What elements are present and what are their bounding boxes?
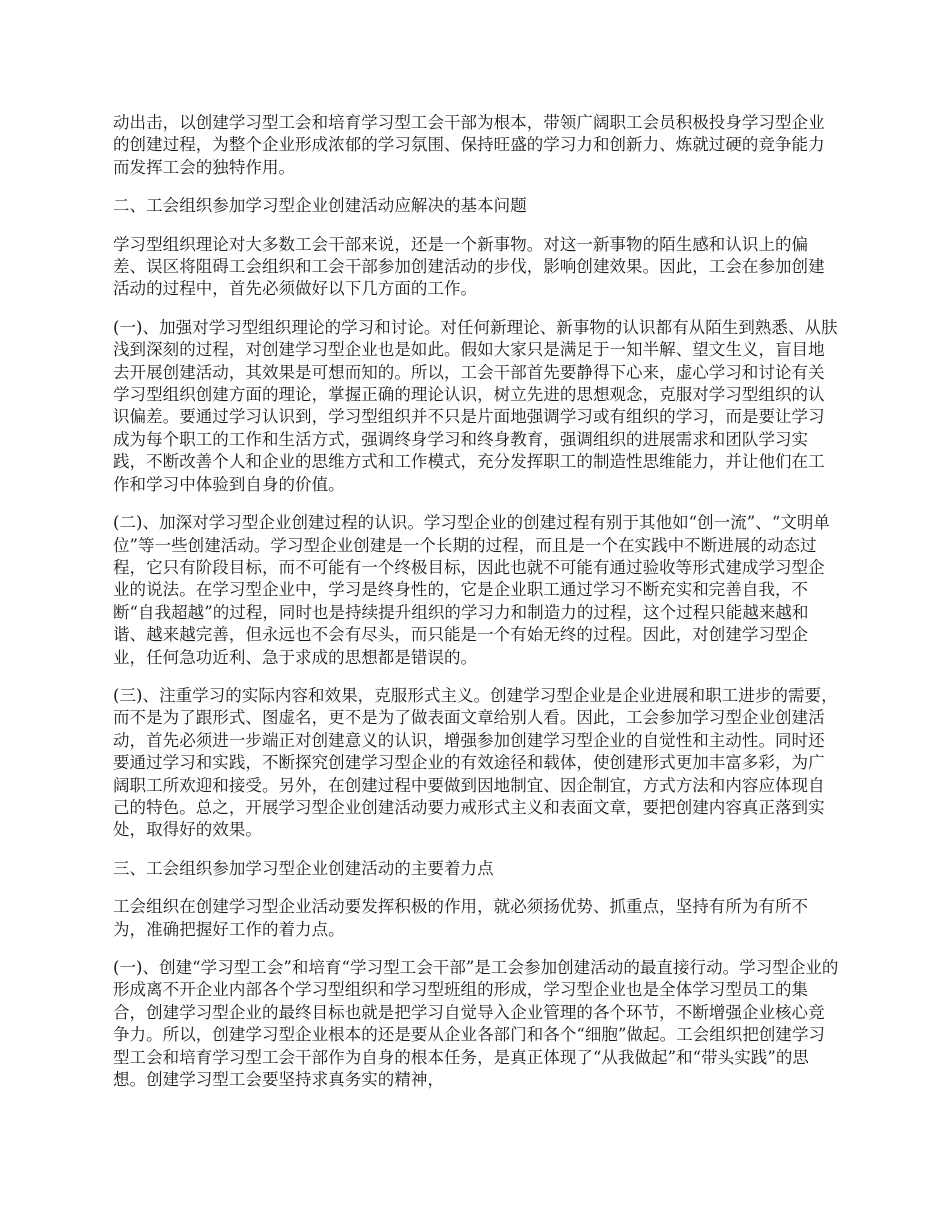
paragraph-intro-continuation: 动出击，以创建学习型工会和培育学习型工会干部为根本，带领广阔职工会员积极投身学习型企业的创建过程，为整个企业形成浓郁的学习氛围、保持旺盛的学习力和创新力、炼就过硬的竞争能力而发挥工会的独特作用。 [113,113,825,177]
document-body [113,112,841,1107]
paragraph-item-3-1: (一)、创建“学习型工会”和培育“学习型工会干部”是工会参加创建活动的最直接行动。学习型企业的形成离不开企业内部各个学习型组织和学习型班组的形成，学习型企业也是全体学习型员工的集合，创建学习型企业的最终目标也就是把学习自觉导入企业管理的各个环节，不断增强企业核心竞争力。所以，创建学习型企业根本的还是要从企业各部门和各个“细胞”做起。工会组织把创建学习型工会和培育学习型工会干部作为自身的根本任务，是真正体现了“从我做起”和“带头实践”的思想。创建学习型工会要坚持求真务实的精神， [113,958,839,1090]
paragraph-section-3-intro: 工会组织在创建学习型企业活动要发挥积极的作用，就必须扬优势、抓重点，坚持有所为有所不为，准确把握好工作的着力点。 [113,897,809,939]
paragraph-item-2-1: (一)、加强对学习型组织理论的学习和讨论。对任何新理论、新事物的认识都有从陌生到熟悉、从肤浅到深刻的过程，对创建学习型企业也是如此。假如大家只是满足于一知半解、望文生义，盲目地去开展创建活动，其效果是可想而知的。所以，工会干部首先要静得下心来，虚心学习和讨论有关学习型组织创建方面的理论，掌握正确的理论认识，树立先进的思想观念，克服对学习型组织的认识偏差。要通过学习认识到，学习型组织并不只是片面地强调学习或有组织的学习，而是要让学习成为每个职工的工作和生活方式，强调终身学习和终身教育，强调组织的进展需求和团队学习实践，不断改善个人和企业的思维方式和工作模式，充分发挥职工的制造性思维能力，并让他们在工作和学习中体验到自身的价值。 [113,317,838,494]
paragraph-section-2-intro: 学习型组织理论对大多数工会干部来说，还是一个新事物。对这一新事物的陌生感和认识上的偏差、误区将阻碍工会组织和工会干部参加创建活动的步伐，影响创建效果。因此，工会在参加创建活动的过程中，首先必须做好以下几方面的工作。 [113,234,825,299]
paragraph-item-2-2: (二)、加深对学习型企业创建过程的认识。学习型企业的创建过程有别于其他如“创一流”、“文明单位”等一些创建活动。学习型企业创建是一个长期的过程，而且是一个在实践中不断进展的动态过程，它只有阶段目标，而不可能有一个终极目标，因此也就不可能有通过验收等形式建成学习型企业的说法。在学习型企业中，学习是终身性的，它是企业职工通过学习不断充实和完善自我，不断“自我超越”的过程，同时也是持续提升组织的学习力和制造力的过程，这个过程只能越来越和谐、越来越完善，但永远也不会有尽头，而只能是一个有始无终的过程。因此，对创建学习型企业，任何急功近利、急于求成的思想都是错误的。 [113,513,830,667]
paragraph-item-2-3: (三)、注重学习的实际内容和效果，克服形式主义。创建学习型企业是企业进展和职工进步的需要，而不是为了跟形式、图虚名，更不是为了做表面文章给别人看。因此，工会参加学习型企业创建活动，首先必须进一步端正对创建意义的认识，增强参加创建学习型企业的自觉性和主动性。同时还要通过学习和实践，不断探究创建学习型企业的有效途径和载体，使创建形式更加丰富多彩，为广阔职工所欢迎和接受。另外，在创建过程中要做到因地制宜、因企制宜，方式方法和内容应体现自己的特色。总之，开展学习型企业创建活动要力戒形式主义和表面文章，要把创建内容真正落到实处，取得好的效果。 [113,685,838,840]
section-heading-3: 三、工会组织参加学习型企业创建活动的主要着力点 [113,858,494,878]
section-heading-2: 二、工会组织参加学习型企业创建活动应解决的基本问题 [113,196,527,216]
